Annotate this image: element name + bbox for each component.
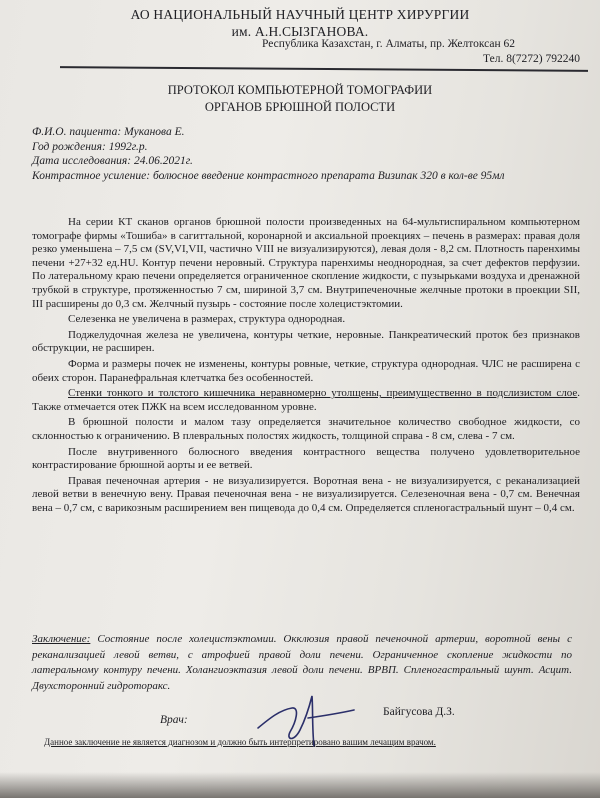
header-divider <box>60 66 588 72</box>
org-phone: Тел. 8(7272) 792240 <box>483 53 580 65</box>
patient-info <box>32 125 572 183</box>
contrast-value: болюсное введение контрастного препарата Визипак 320 в кол-ве 95мл <box>152 169 505 182</box>
findings-section <box>32 216 580 517</box>
birth-year-label: Год рождения: <box>32 140 106 153</box>
exam-date-label: Дата исследования: <box>32 155 132 167</box>
birth-year-row <box>32 140 572 155</box>
findings-intestine-underlined: Стенки тонкого и толстого кишечника неравномерно утолщены, преимущественно в подслизистом слое <box>68 387 578 400</box>
title-line-1: ПРОТОКОЛ КОМПЬЮТЕРНОЙ ТОМОГРАФИИ <box>167 83 433 97</box>
findings-liver: На серии КТ сканов органов брюшной полости произведенных на 64-мультиспиральном компьютерном томографе фирмы «Тошиба» в сагиттальной, коронарной и аксиальной проекциях – печень в размерах: правая доля резко уменьшена – 7,5 см (SV,VI,VII, частично VIII не визуализируются), левая доля - 8,2 см. Плотность паренхимы печени +27+32 ед.HU. Контур печени неровный. Структура паренхимы неоднородная, за счет дефектов перфузии. По латеральному краю печени определяется ограниченное скопление жидкости, с пузырьками воздуха и дренажной трубкой в структуре, протяженностью 7 см, шириной 3,7 см. Внутрипеченочные желчные протоки в проекции SII, III расширены до 0,3 см. Желчный пузырь - состояние после холецистэктомии. <box>32 216 580 310</box>
doctor-label: Врач: <box>160 714 188 726</box>
patient-name-row <box>32 125 572 140</box>
conclusion-section <box>32 632 572 694</box>
contrast-label: Контрастное усиление: <box>32 169 151 182</box>
org-address: Республика Казахстан, г. Алматы, пр. Желтоксан 62 <box>262 38 516 50</box>
exam-date-value: 24.06.2021г. <box>133 155 193 167</box>
org-line-1: АО НАЦИОНАЛЬНЫЙ НАУЧНЫЙ ЦЕНТР ХИРУРГИИ <box>130 7 470 22</box>
organization-name <box>0 6 600 40</box>
findings-intestine: Стенки тонкого и толстого кишечника неравномерно утолщены, преимущественно в подслизистом слое. Также отмечается отек ПЖК на всем исследованном уровне. <box>32 387 580 413</box>
title-line-2: ОРГАНОВ БРЮШНОЙ ПОЛОСТИ <box>204 100 396 114</box>
conclusion-label: Заключение: <box>32 633 91 645</box>
conclusion-text: Состояние после холецистэктомии. Окклюзия правой печеночной артерии, воротной вены с реканализацией левой ветви, с атрофией правой доли печени. Ограниченное скопление жидкости по латеральному контуру печени. Холангиоэктазия левой доли печени. ВРВП. Спленогастральный шунт. Асцит. Двухсторонний гидроторакс. <box>32 633 572 692</box>
findings-fluid: В брюшной полости и малом тазу определяется значительное количество свободное жидкости, со склонностью к ограничению. В плевральных полостях жидкость, толщиной справа - 8 см, слева - 7 см. <box>32 416 580 442</box>
contrast-row <box>32 169 572 184</box>
org-line-2: им. А.Н.СЫЗГАНОВА. <box>231 24 369 39</box>
photo-shadow <box>0 772 600 798</box>
birth-year-value: 1992г.р. <box>108 140 148 153</box>
patient-name-value: Муканова Е. <box>124 126 185 138</box>
disclaimer-note: Данное заключение не является диагнозом и должно быть интерпретировано вашим лечащим врачом. <box>44 737 436 747</box>
doctor-name: Байгусова Д.З. <box>383 706 455 718</box>
findings-kidneys: Форма и размеры почек не изменены, контуры ровные, четкие, структура однородная. ЧЛС не расширена с обеих сторон. Паранефральная клетчатка без особенностей. <box>32 357 580 384</box>
findings-pancreas: Поджелудочная железа не увеличена, контуры четкие, неровные. Панкреатический проток без признаков обструкции, не расширен. <box>32 328 580 355</box>
findings-spleen: Селезенка не увеличена в размерах, структура однородная. <box>68 313 346 326</box>
protocol-title <box>0 82 600 116</box>
patient-name-label: Ф.И.О. пациента: <box>32 126 122 138</box>
findings-vessels: Правая печеночная артерия - не визуализируется. Воротная вена - не визуализируется, с реканализацией левой ветви в венечную вену. Правая печеночная вена - не визуализируется. Селезеночная вена - 0,7 см. Венечная вена – 0,7 см, с варикозным расширением вен пищевода до 0,4 см. Определяется спленогастральный шунт – 0,4 см. <box>32 474 580 514</box>
findings-contrast: После внутривенного болюсного введения контрастного вещества получено удовлетворительное контрастирование брюшной аорты и ее ветвей. <box>32 445 580 472</box>
exam-date-row <box>32 154 572 169</box>
